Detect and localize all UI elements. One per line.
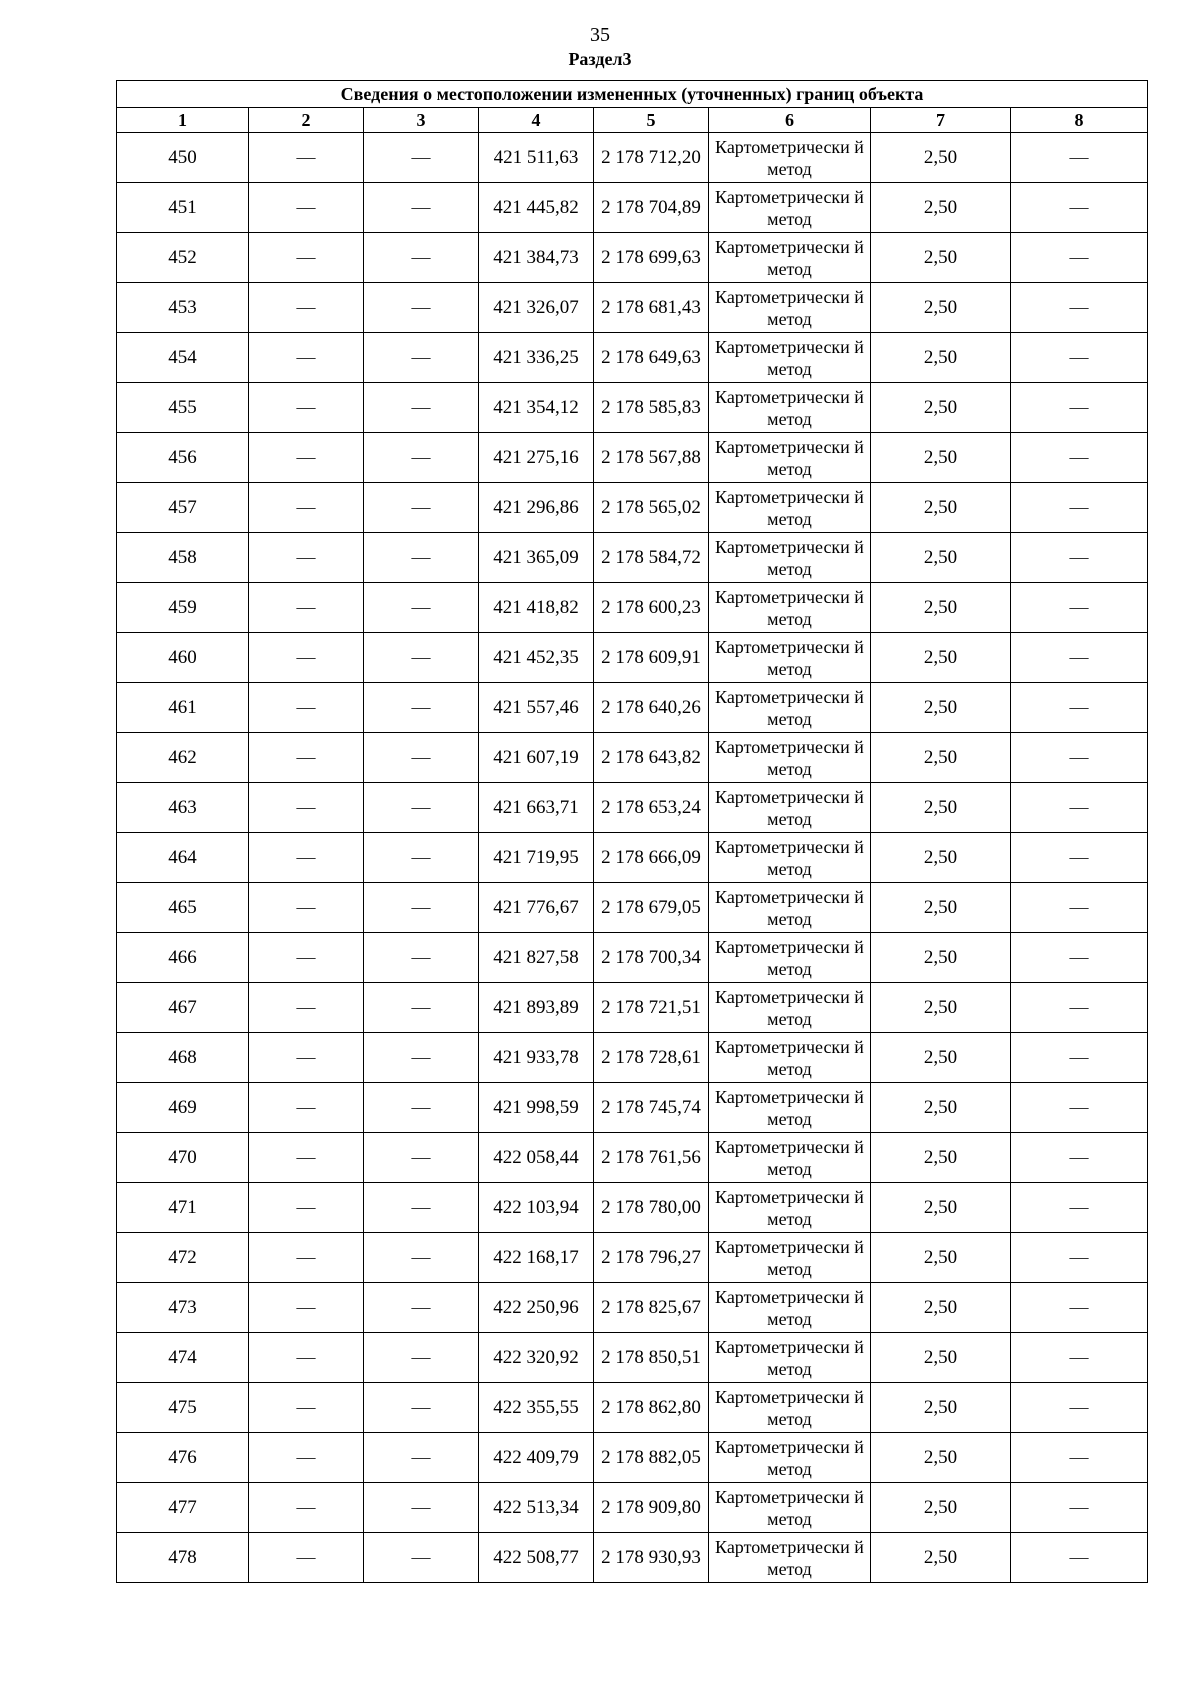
method-cell: Картометрически й метод — [709, 683, 871, 733]
dash-cell: — — [364, 1083, 479, 1133]
y-coordinate-cell: 2 178 909,80 — [594, 1483, 709, 1533]
dash-cell: — — [364, 1033, 479, 1083]
x-coordinate-cell: 421 326,07 — [479, 283, 594, 333]
method-cell: Картометрически й метод — [709, 283, 871, 333]
x-coordinate-cell: 421 827,58 — [479, 933, 594, 983]
accuracy-cell: 2,50 — [871, 1383, 1011, 1433]
table-row — [117, 1083, 1148, 1133]
point-number-cell: 459 — [117, 583, 249, 633]
dash-cell: — — [1011, 283, 1148, 333]
dash-cell: — — [364, 1383, 479, 1433]
table-row — [117, 683, 1148, 733]
accuracy-cell: 2,50 — [871, 933, 1011, 983]
column-header: 4 — [479, 108, 594, 133]
dash-cell: — — [249, 1483, 364, 1533]
dash-cell: — — [364, 333, 479, 383]
table-row — [117, 633, 1148, 683]
dash-cell: — — [249, 683, 364, 733]
point-number-cell: 465 — [117, 883, 249, 933]
section-title: Раздел3 — [568, 49, 632, 69]
table-row — [117, 583, 1148, 633]
accuracy-cell: 2,50 — [871, 1033, 1011, 1083]
y-coordinate-cell: 2 178 712,20 — [594, 133, 709, 183]
table-row — [117, 533, 1148, 583]
y-coordinate-cell: 2 178 850,51 — [594, 1333, 709, 1383]
y-coordinate-cell: 2 178 882,05 — [594, 1433, 709, 1483]
accuracy-cell: 2,50 — [871, 983, 1011, 1033]
dash-cell: — — [1011, 433, 1148, 483]
point-number-cell: 456 — [117, 433, 249, 483]
point-number-cell: 455 — [117, 383, 249, 433]
x-coordinate-cell: 421 336,25 — [479, 333, 594, 383]
x-coordinate-cell: 421 776,67 — [479, 883, 594, 933]
x-coordinate-cell: 422 508,77 — [479, 1533, 594, 1583]
point-number-cell: 469 — [117, 1083, 249, 1133]
point-number-cell: 468 — [117, 1033, 249, 1083]
accuracy-cell: 2,50 — [871, 1283, 1011, 1333]
x-coordinate-cell: 422 513,34 — [479, 1483, 594, 1533]
x-coordinate-cell: 421 445,82 — [479, 183, 594, 233]
dash-cell: — — [364, 433, 479, 483]
dash-cell: — — [364, 683, 479, 733]
dash-cell: — — [249, 1283, 364, 1333]
y-coordinate-cell: 2 178 600,23 — [594, 583, 709, 633]
method-cell: Картометрически й метод — [709, 533, 871, 583]
x-coordinate-cell: 422 250,96 — [479, 1283, 594, 1333]
dash-cell: — — [1011, 783, 1148, 833]
table-row — [117, 783, 1148, 833]
accuracy-cell: 2,50 — [871, 383, 1011, 433]
table-row — [117, 1333, 1148, 1383]
x-coordinate-cell: 422 103,94 — [479, 1183, 594, 1233]
table-row — [117, 1433, 1148, 1483]
x-coordinate-cell: 421 893,89 — [479, 983, 594, 1033]
dash-cell: — — [364, 733, 479, 783]
point-number-cell: 478 — [117, 1533, 249, 1583]
method-cell: Картометрически й метод — [709, 383, 871, 433]
point-number-cell: 470 — [117, 1133, 249, 1183]
accuracy-cell: 2,50 — [871, 583, 1011, 633]
table-row — [117, 983, 1148, 1033]
y-coordinate-cell: 2 178 721,51 — [594, 983, 709, 1033]
x-coordinate-cell: 421 557,46 — [479, 683, 594, 733]
dash-cell: — — [249, 833, 364, 883]
dash-cell: — — [364, 783, 479, 833]
dash-cell: — — [364, 883, 479, 933]
method-cell: Картометрически й метод — [709, 983, 871, 1033]
method-cell: Картометрически й метод — [709, 783, 871, 833]
table-row — [117, 833, 1148, 883]
accuracy-cell: 2,50 — [871, 1183, 1011, 1233]
dash-cell: — — [364, 233, 479, 283]
column-header: 8 — [1011, 108, 1148, 133]
dash-cell: — — [1011, 1233, 1148, 1283]
dash-cell: — — [364, 933, 479, 983]
y-coordinate-cell: 2 178 862,80 — [594, 1383, 709, 1433]
y-coordinate-cell: 2 178 565,02 — [594, 483, 709, 533]
dash-cell: — — [1011, 733, 1148, 783]
dash-cell: — — [364, 833, 479, 883]
dash-cell: — — [364, 633, 479, 683]
dash-cell: — — [249, 233, 364, 283]
method-cell: Картометрически й метод — [709, 183, 871, 233]
y-coordinate-cell: 2 178 780,00 — [594, 1183, 709, 1233]
accuracy-cell: 2,50 — [871, 683, 1011, 733]
table-row — [117, 383, 1148, 433]
y-coordinate-cell: 2 178 649,63 — [594, 333, 709, 383]
method-cell: Картометрически й метод — [709, 633, 871, 683]
accuracy-cell: 2,50 — [871, 1083, 1011, 1133]
table-row — [117, 483, 1148, 533]
dash-cell: — — [1011, 233, 1148, 283]
accuracy-cell: 2,50 — [871, 533, 1011, 583]
dash-cell: — — [1011, 883, 1148, 933]
accuracy-cell: 2,50 — [871, 633, 1011, 683]
accuracy-cell: 2,50 — [871, 283, 1011, 333]
dash-cell: — — [364, 383, 479, 433]
dash-cell: — — [249, 983, 364, 1033]
dash-cell: — — [1011, 183, 1148, 233]
dash-cell: — — [1011, 1133, 1148, 1183]
y-coordinate-cell: 2 178 930,93 — [594, 1533, 709, 1583]
method-cell: Картометрически й метод — [709, 1233, 871, 1283]
column-header: 6 — [709, 108, 871, 133]
table-row — [117, 883, 1148, 933]
y-coordinate-cell: 2 178 567,88 — [594, 433, 709, 483]
dash-cell: — — [249, 1233, 364, 1283]
dash-cell: — — [364, 1533, 479, 1583]
dash-cell: — — [249, 783, 364, 833]
method-cell: Картометрически й метод — [709, 933, 871, 983]
table-row — [117, 1133, 1148, 1183]
dash-cell: — — [1011, 983, 1148, 1033]
dash-cell: — — [1011, 833, 1148, 883]
point-number-cell: 462 — [117, 733, 249, 783]
dash-cell: — — [249, 883, 364, 933]
x-coordinate-cell: 421 384,73 — [479, 233, 594, 283]
x-coordinate-cell: 421 719,95 — [479, 833, 594, 883]
y-coordinate-cell: 2 178 761,56 — [594, 1133, 709, 1183]
dash-cell: — — [1011, 533, 1148, 583]
method-cell: Картометрически й метод — [709, 1433, 871, 1483]
accuracy-cell: 2,50 — [871, 1533, 1011, 1583]
dash-cell: — — [249, 283, 364, 333]
table-row — [117, 433, 1148, 483]
method-cell: Картометрически й метод — [709, 1133, 871, 1183]
dash-cell: — — [364, 483, 479, 533]
column-header: 5 — [594, 108, 709, 133]
table-row — [117, 933, 1148, 983]
dash-cell: — — [1011, 1383, 1148, 1433]
method-cell: Картометрически й метод — [709, 1183, 871, 1233]
point-number-cell: 474 — [117, 1333, 249, 1383]
table-row — [117, 1533, 1148, 1583]
table-row — [117, 1483, 1148, 1533]
accuracy-cell: 2,50 — [871, 1433, 1011, 1483]
dash-cell: — — [249, 1133, 364, 1183]
y-coordinate-cell: 2 178 640,26 — [594, 683, 709, 733]
dash-cell: — — [249, 483, 364, 533]
accuracy-cell: 2,50 — [871, 333, 1011, 383]
x-coordinate-cell: 422 409,79 — [479, 1433, 594, 1483]
point-number-cell: 464 — [117, 833, 249, 883]
accuracy-cell: 2,50 — [871, 833, 1011, 883]
method-cell: Картометрически й метод — [709, 1333, 871, 1383]
y-coordinate-cell: 2 178 584,72 — [594, 533, 709, 583]
dash-cell: — — [364, 983, 479, 1033]
x-coordinate-cell: 421 452,35 — [479, 633, 594, 683]
table-row — [117, 1233, 1148, 1283]
method-cell: Картометрически й метод — [709, 133, 871, 183]
table-body — [117, 133, 1148, 1583]
accuracy-cell: 2,50 — [871, 783, 1011, 833]
column-header: 3 — [364, 108, 479, 133]
accuracy-cell: 2,50 — [871, 1233, 1011, 1283]
dash-cell: — — [1011, 1483, 1148, 1533]
point-number-cell: 452 — [117, 233, 249, 283]
table-row — [117, 183, 1148, 233]
dash-cell: — — [364, 1483, 479, 1533]
method-cell: Картометрически й метод — [709, 883, 871, 933]
y-coordinate-cell: 2 178 585,83 — [594, 383, 709, 433]
dash-cell: — — [1011, 1533, 1148, 1583]
method-cell: Картометрически й метод — [709, 333, 871, 383]
method-cell: Картометрически й метод — [709, 1083, 871, 1133]
y-coordinate-cell: 2 178 699,63 — [594, 233, 709, 283]
table-row — [117, 733, 1148, 783]
y-coordinate-cell: 2 178 679,05 — [594, 883, 709, 933]
dash-cell: — — [249, 533, 364, 583]
y-coordinate-cell: 2 178 745,74 — [594, 1083, 709, 1133]
method-cell: Картометрически й метод — [709, 583, 871, 633]
x-coordinate-cell: 421 511,63 — [479, 133, 594, 183]
dash-cell: — — [1011, 483, 1148, 533]
dash-cell: — — [249, 1083, 364, 1133]
dash-cell: — — [1011, 133, 1148, 183]
y-coordinate-cell: 2 178 653,24 — [594, 783, 709, 833]
point-number-cell: 473 — [117, 1283, 249, 1333]
y-coordinate-cell: 2 178 700,34 — [594, 933, 709, 983]
dash-cell: — — [249, 933, 364, 983]
point-number-cell: 467 — [117, 983, 249, 1033]
table-row — [117, 283, 1148, 333]
accuracy-cell: 2,50 — [871, 1133, 1011, 1183]
dash-cell: — — [249, 733, 364, 783]
x-coordinate-cell: 421 365,09 — [479, 533, 594, 583]
dash-cell: — — [1011, 683, 1148, 733]
table-row — [117, 333, 1148, 383]
x-coordinate-cell: 422 168,17 — [479, 1233, 594, 1283]
point-number-cell: 466 — [117, 933, 249, 983]
table-row — [117, 1383, 1148, 1433]
y-coordinate-cell: 2 178 704,89 — [594, 183, 709, 233]
column-header: 2 — [249, 108, 364, 133]
dash-cell: — — [364, 1433, 479, 1483]
point-number-cell: 460 — [117, 633, 249, 683]
x-coordinate-cell: 422 320,92 — [479, 1333, 594, 1383]
accuracy-cell: 2,50 — [871, 233, 1011, 283]
table-row — [117, 233, 1148, 283]
dash-cell: — — [364, 533, 479, 583]
dash-cell: — — [1011, 933, 1148, 983]
dash-cell: — — [364, 283, 479, 333]
dash-cell: — — [249, 583, 364, 633]
point-number-cell: 451 — [117, 183, 249, 233]
dash-cell: — — [249, 333, 364, 383]
method-cell: Картометрически й метод — [709, 733, 871, 783]
method-cell: Картометрически й метод — [709, 433, 871, 483]
dash-cell: — — [249, 1533, 364, 1583]
point-number-cell: 476 — [117, 1433, 249, 1483]
point-number-cell: 457 — [117, 483, 249, 533]
x-coordinate-cell: 421 354,12 — [479, 383, 594, 433]
dash-cell: — — [1011, 633, 1148, 683]
accuracy-cell: 2,50 — [871, 133, 1011, 183]
y-coordinate-cell: 2 178 681,43 — [594, 283, 709, 333]
method-cell: Картометрически й метод — [709, 1483, 871, 1533]
table-caption: Сведения о местоположении измененных (уточненных) границ объекта — [117, 81, 1148, 108]
table-row — [117, 1283, 1148, 1333]
y-coordinate-cell: 2 178 666,09 — [594, 833, 709, 883]
dash-cell: — — [249, 433, 364, 483]
dash-cell: — — [249, 383, 364, 433]
point-number-cell: 475 — [117, 1383, 249, 1433]
table-row — [117, 133, 1148, 183]
y-coordinate-cell: 2 178 825,67 — [594, 1283, 709, 1333]
point-number-cell: 471 — [117, 1183, 249, 1233]
dash-cell: — — [364, 1333, 479, 1383]
dash-cell: — — [1011, 1083, 1148, 1133]
accuracy-cell: 2,50 — [871, 883, 1011, 933]
accuracy-cell: 2,50 — [871, 1333, 1011, 1383]
dash-cell: — — [364, 1183, 479, 1233]
dash-cell: — — [1011, 333, 1148, 383]
x-coordinate-cell: 421 998,59 — [479, 1083, 594, 1133]
dash-cell: — — [249, 1383, 364, 1433]
dash-cell: — — [364, 583, 479, 633]
column-header: 1 — [117, 108, 249, 133]
dash-cell: — — [364, 1233, 479, 1283]
dash-cell: — — [1011, 1033, 1148, 1083]
x-coordinate-cell: 421 296,86 — [479, 483, 594, 533]
point-number-cell: 461 — [117, 683, 249, 733]
point-number-cell: 477 — [117, 1483, 249, 1533]
x-coordinate-cell: 421 275,16 — [479, 433, 594, 483]
y-coordinate-cell: 2 178 643,82 — [594, 733, 709, 783]
x-coordinate-cell: 421 933,78 — [479, 1033, 594, 1083]
accuracy-cell: 2,50 — [871, 1483, 1011, 1533]
dash-cell: — — [249, 633, 364, 683]
point-number-cell: 454 — [117, 333, 249, 383]
dash-cell: — — [249, 1183, 364, 1233]
dash-cell: — — [249, 1333, 364, 1383]
method-cell: Картометрически й метод — [709, 1033, 871, 1083]
method-cell: Картометрически й метод — [709, 233, 871, 283]
accuracy-cell: 2,50 — [871, 733, 1011, 783]
dash-cell: — — [1011, 1433, 1148, 1483]
dash-cell: — — [1011, 583, 1148, 633]
dash-cell: — — [364, 133, 479, 183]
x-coordinate-cell: 421 663,71 — [479, 783, 594, 833]
y-coordinate-cell: 2 178 796,27 — [594, 1233, 709, 1283]
dash-cell: — — [1011, 1283, 1148, 1333]
accuracy-cell: 2,50 — [871, 183, 1011, 233]
dash-cell: — — [249, 133, 364, 183]
x-coordinate-cell: 421 418,82 — [479, 583, 594, 633]
dash-cell: — — [249, 183, 364, 233]
dash-cell: — — [364, 1133, 479, 1183]
point-number-cell: 463 — [117, 783, 249, 833]
method-cell: Картометрически й метод — [709, 1383, 871, 1433]
method-cell: Картометрически й метод — [709, 1283, 871, 1333]
dash-cell: — — [1011, 1183, 1148, 1233]
method-cell: Картометрически й метод — [709, 833, 871, 883]
dash-cell: — — [364, 183, 479, 233]
point-number-cell: 458 — [117, 533, 249, 583]
dash-cell: — — [1011, 1333, 1148, 1383]
dash-cell: — — [364, 1283, 479, 1333]
point-number-cell: 453 — [117, 283, 249, 333]
accuracy-cell: 2,50 — [871, 433, 1011, 483]
method-cell: Картометрически й метод — [709, 1533, 871, 1583]
dash-cell: — — [1011, 383, 1148, 433]
table-row — [117, 1183, 1148, 1233]
dash-cell: — — [249, 1033, 364, 1083]
y-coordinate-cell: 2 178 728,61 — [594, 1033, 709, 1083]
column-header: 7 — [871, 108, 1011, 133]
x-coordinate-cell: 421 607,19 — [479, 733, 594, 783]
page-number: 35 — [590, 24, 610, 46]
boundary-points-table — [116, 80, 1148, 1583]
method-cell: Картометрически й метод — [709, 483, 871, 533]
column-header-row — [117, 108, 1148, 133]
table-row — [117, 1033, 1148, 1083]
dash-cell: — — [249, 1433, 364, 1483]
point-number-cell: 450 — [117, 133, 249, 183]
point-number-cell: 472 — [117, 1233, 249, 1283]
y-coordinate-cell: 2 178 609,91 — [594, 633, 709, 683]
x-coordinate-cell: 422 058,44 — [479, 1133, 594, 1183]
accuracy-cell: 2,50 — [871, 483, 1011, 533]
x-coordinate-cell: 422 355,55 — [479, 1383, 594, 1433]
